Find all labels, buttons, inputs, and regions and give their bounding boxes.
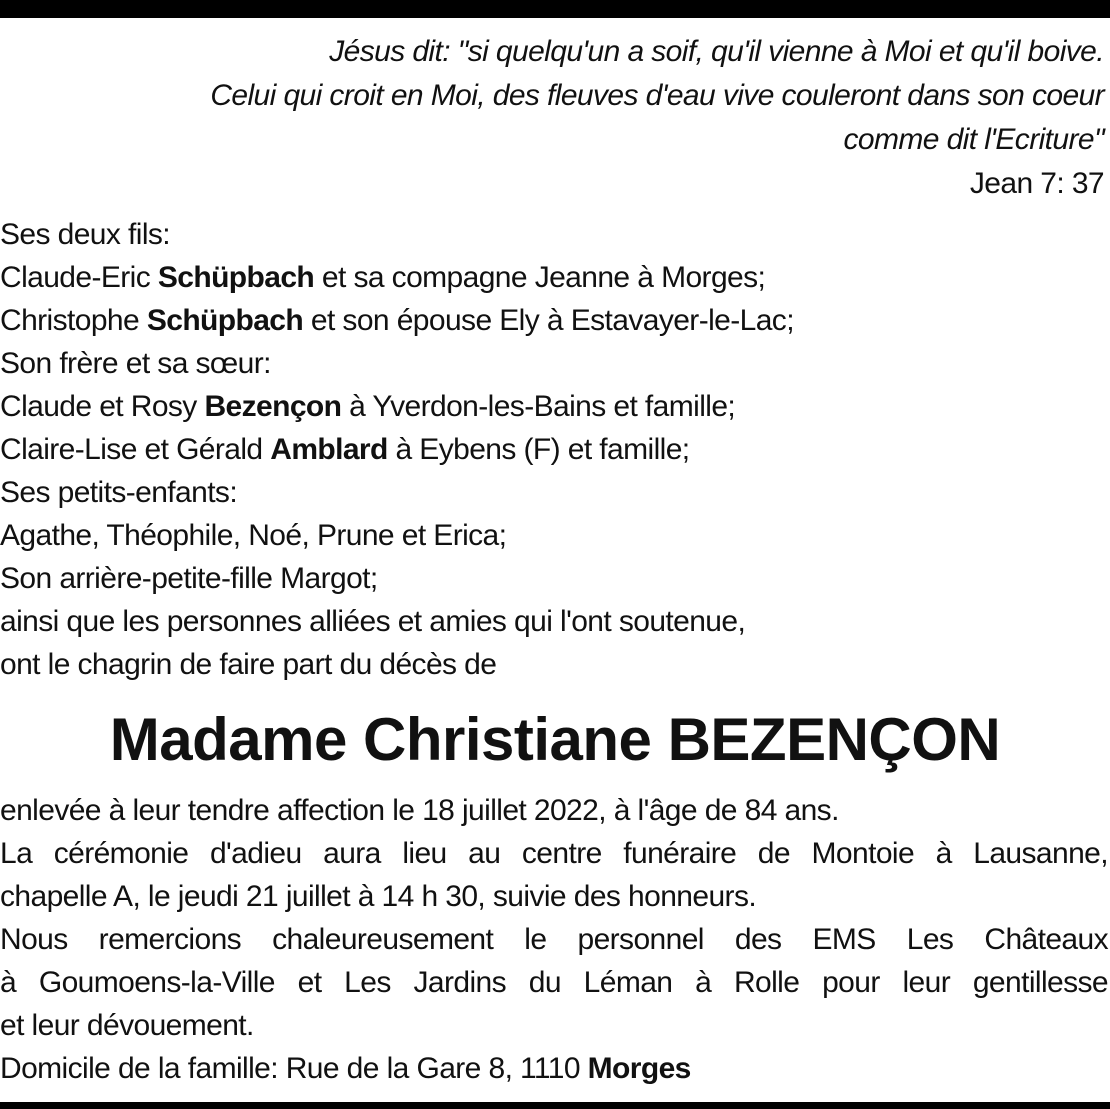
domicile-city: Morges (587, 1052, 691, 1085)
member-details: et sa compagne Jeanne à Morges; (314, 261, 766, 294)
family-member (0, 385, 1106, 428)
sons-heading: Ses deux fils: (0, 218, 171, 251)
siblings-heading: Son frère et sa sœur: (0, 347, 271, 380)
member-first-names: Claude et Rosy (0, 390, 205, 423)
verse-line: comme dit l'Ecriture" (843, 123, 1104, 156)
grandchildren-heading: Ses petits-enfants: (0, 476, 238, 509)
domicile-line (0, 1047, 1108, 1090)
member-details: à Yverdon-les-Bains et famille; (341, 390, 736, 423)
member-first-names: Claire-Lise et Gérald (0, 433, 271, 466)
verse-line: Celui qui croit en Moi, des fleuves d'eau vive couleront dans son coeur (210, 79, 1104, 112)
family-list (0, 213, 1106, 686)
bible-verse (44, 30, 1104, 206)
thanks-line: et leur dévouement. (0, 1009, 254, 1042)
member-details: à Eybens (F) et famille; (387, 433, 690, 466)
top-border (0, 0, 1110, 18)
deceased-name: Madame Christiane BEZENÇON (109, 706, 1001, 773)
verse-line: Jésus dit: "si quelqu'un a soif, qu'il vienne à Moi et qu'il boive. (329, 35, 1104, 68)
member-surname: Amblard (270, 433, 388, 466)
family-member (0, 428, 1106, 471)
member-first-names: Claude-Eric (0, 261, 158, 294)
thanks-line: à Goumoens-la-Ville et Les Jardins du Léman à Rolle pour leur gentillesse (0, 966, 1108, 999)
member-details: et son épouse Ely à Estavayer-le-Lac; (303, 304, 794, 337)
member-first-names: Christophe (0, 304, 147, 337)
domicile-address: Domicile de la famille: Rue de la Gare 8, 1110 (0, 1052, 588, 1085)
ceremony-line: La cérémonie d'adieu aura lieu au centre funéraire de Montoie à Lausanne, (0, 837, 1108, 870)
family-member (0, 256, 1106, 299)
member-surname: Schüpbach (146, 304, 304, 337)
ceremony-line: chapelle A, le jeudi 21 juillet à 14 h 30, suivie des honneurs. (0, 880, 757, 913)
passing-line: enlevée à leur tendre affection le 18 juillet 2022, à l'âge de 84 ans. (0, 794, 839, 827)
family-member (0, 299, 1106, 342)
bottom-border (0, 1102, 1110, 1109)
grandchildren-names: Agathe, Théophile, Noé, Prune et Erica; (0, 519, 507, 552)
member-surname: Bezençon (204, 390, 342, 423)
allies-line: ainsi que les personnes alliées et amies qui l'ont soutenue, (0, 605, 746, 638)
announcement-line: ont le chagrin de faire part du décès de (0, 648, 497, 681)
verse-reference: Jean 7: 37 (969, 167, 1104, 200)
great-grandchild: Son arrière-petite-fille Margot; (0, 562, 378, 595)
member-surname: Schüpbach (157, 261, 315, 294)
ceremony-details (0, 789, 1108, 1090)
thanks-line: Nous remercions chaleureusement le personnel des EMS Les Châteaux (0, 923, 1108, 956)
